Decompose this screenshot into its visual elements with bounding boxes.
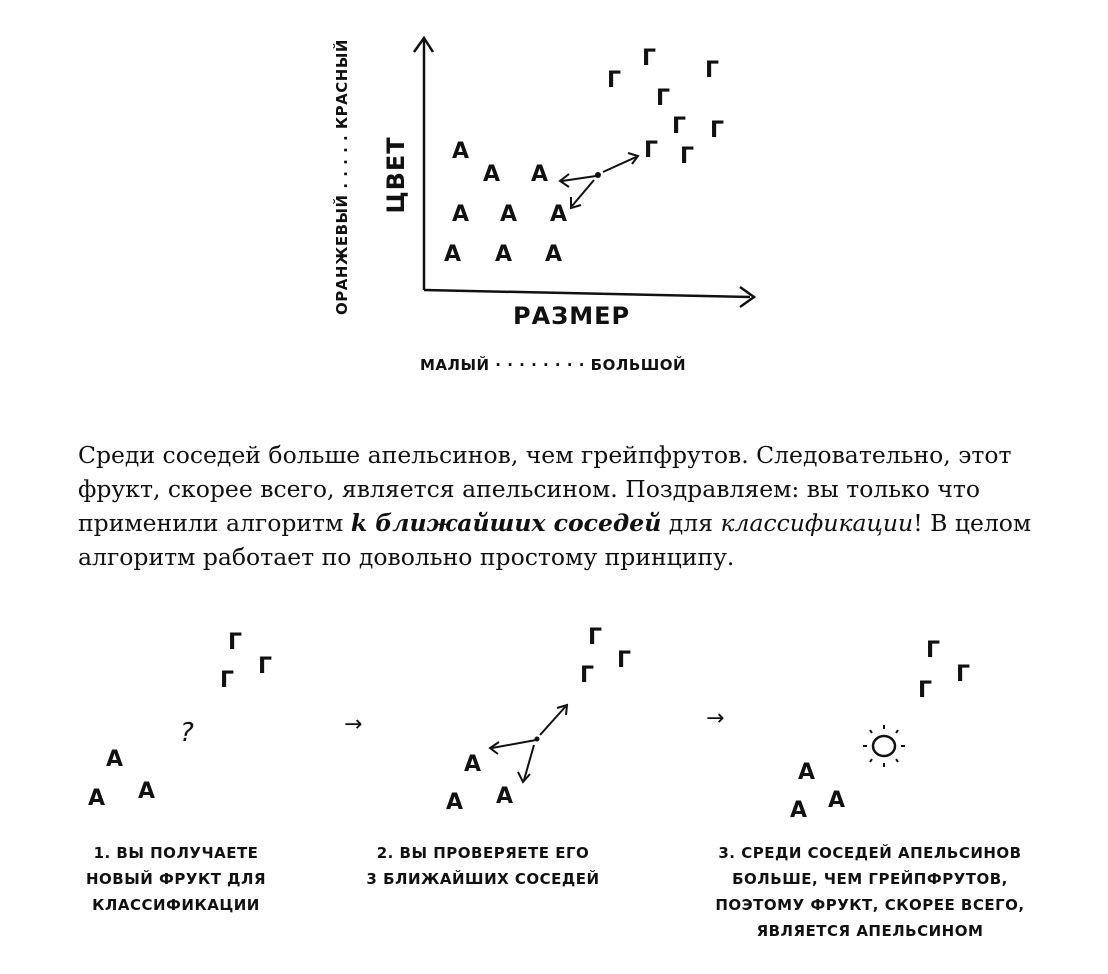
step3-grapefruit: Г <box>918 678 933 703</box>
step2-arrow-up <box>540 706 566 735</box>
caption-line: 3. СРЕДИ СОСЕДЕЙ АПЕЛЬСИНОВ <box>718 844 1022 862</box>
step2-arrow-left <box>492 740 536 748</box>
term-classification: классификации <box>720 509 914 537</box>
step2-grapefruit: Г <box>580 663 595 688</box>
orange-point: А <box>444 242 462 267</box>
step1-caption <box>56 840 296 918</box>
step3-caption <box>700 840 1040 944</box>
paragraph-text-2: для <box>661 509 721 537</box>
grapefruit-point: Г <box>656 86 671 111</box>
orange-point: А <box>483 162 501 187</box>
unknown-fruit-point <box>595 172 601 178</box>
caption-line: 1. ВЫ ПОЛУЧАЕТЕ <box>93 844 259 862</box>
orange-point: А <box>550 202 568 227</box>
caption-line: НОВЫЙ ФРУКТ ДЛЯ <box>85 870 267 888</box>
step1-grapefruit: Г <box>220 668 235 693</box>
step3-orange: А <box>798 760 816 785</box>
step3-orange: А <box>790 798 808 823</box>
grapefruit-point: Г <box>642 46 657 71</box>
paragraph-text-3: ! В целом алгоритм работает по довольно простому принципу. <box>78 509 1032 571</box>
step2-orange: А <box>496 784 514 809</box>
term-knn: k ближайших соседей <box>350 509 662 537</box>
orange-point: А <box>500 202 518 227</box>
neighbor-arrow-up <box>603 157 636 172</box>
step2-caption <box>358 840 608 892</box>
step3-classified-fruit <box>873 736 895 756</box>
grapefruit-point: Г <box>710 118 725 143</box>
caption-line: КЛАССИФИКАЦИИ <box>92 896 260 914</box>
step1-grapefruit: Г <box>258 654 273 679</box>
grapefruit-point: Г <box>644 138 659 163</box>
orange-point: А <box>531 162 549 187</box>
orange-point: А <box>495 242 513 267</box>
caption-line: ЯВЛЯЕТСЯ АПЕЛЬСИНОМ <box>756 922 984 940</box>
step1-orange: А <box>138 779 156 804</box>
grapefruit-point: Г <box>705 58 720 83</box>
orange-point: А <box>545 242 563 267</box>
orange-point: А <box>452 139 470 164</box>
grapefruit-point: Г <box>680 144 695 169</box>
step3-grapefruit: Г <box>956 662 971 687</box>
step2-unknown-point <box>535 737 540 742</box>
step3-grapefruit: Г <box>926 638 941 663</box>
x-scale-label: МАЛЫЙ · · · · · · · · БОЛЬШОЙ <box>420 356 687 374</box>
grapefruit-point: Г <box>672 114 687 139</box>
x-axis-title: РАЗМЕР <box>513 302 631 330</box>
grapefruit-point: Г <box>607 68 622 93</box>
paragraph-text-1: Среди соседей больше апельсинов, чем грейпфрутов. Следовательно, этот фрукт, скорее всего, является апельсином. Поздравляем: вы только что применили алгоритм <box>78 441 1012 537</box>
neighbor-arrow-left <box>562 176 596 181</box>
caption-line: 3 БЛИЖАЙШИХ СОСЕДЕЙ <box>366 870 600 888</box>
step1-orange: А <box>106 747 124 772</box>
step3-glow-rays <box>863 725 905 767</box>
caption-line: 2. ВЫ ПРОВЕРЯЕТЕ ЕГО <box>376 844 590 862</box>
orange-point: А <box>452 202 470 227</box>
step-arrow-2: → <box>706 706 725 731</box>
step-arrow-1: → <box>344 712 363 737</box>
body-paragraph <box>78 438 1038 574</box>
y-axis-title: ЦВЕТ <box>382 136 410 214</box>
step2-orange: А <box>446 790 464 815</box>
step1-orange: А <box>88 786 106 811</box>
step2-grapefruit: Г <box>588 625 603 650</box>
y-scale-label: ОРАНЖЕВЫЙ . . . . . КРАСНЫЙ <box>333 39 351 315</box>
x-axis <box>424 290 750 297</box>
caption-line: ПОЭТОМУ ФРУКТ, СКОРЕЕ ВСЕГО, <box>715 896 1025 914</box>
step3-orange: А <box>828 788 846 813</box>
step2-orange: А <box>464 752 482 777</box>
step2-grapefruit: Г <box>617 648 632 673</box>
neighbor-arrow-down <box>572 180 594 206</box>
step1-unknown-fruit: ? <box>180 718 194 748</box>
step1-grapefruit: Г <box>228 630 243 655</box>
caption-line: БОЛЬШЕ, ЧЕМ ГРЕЙПФРУТОВ, <box>732 870 1008 888</box>
